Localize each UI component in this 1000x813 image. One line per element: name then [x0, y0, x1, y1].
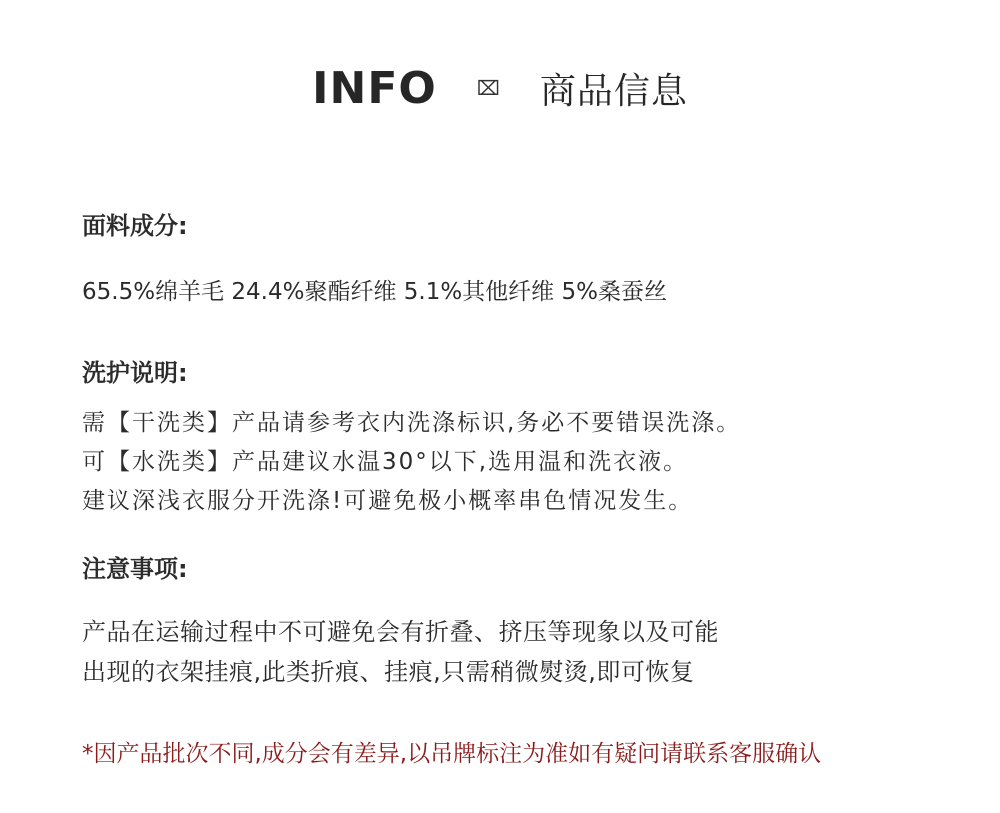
disclaimer-note: *因产品批次不同,成分会有差异,以吊牌标注为准如有疑问请联系客服确认: [82, 741, 822, 767]
header-title-en: INFO: [312, 62, 437, 114]
header-title-cn: 商品信息: [539, 70, 688, 112]
care-line-dry-clean: 需【干洗类】产品请参考衣内洗涤标识,务必不要错误洗涤。: [82, 410, 742, 436]
header-separator-icon: ⌧: [476, 76, 500, 100]
notes-line-2: 出现的衣架挂痕,此类折痕、挂痕,只需稍微熨烫,即可恢复: [82, 658, 695, 686]
fabric-composition: 65.5%绵羊毛 24.4%聚酯纤维 5.1%其他纤维 5%桑蚕丝: [82, 279, 667, 305]
fabric-section-title: 面料成分:: [82, 212, 188, 240]
page-header: [0, 60, 1000, 116]
notes-section-title: 注意事项:: [82, 555, 188, 583]
care-line-water-wash: 可【水洗类】产品建议水温30°以下,选用温和洗衣液。: [82, 449, 689, 475]
care-line-separate: 建议深浅衣服分开洗涤!可避免极小概率串色情况发生。: [82, 488, 694, 514]
care-section-title: 洗护说明:: [82, 359, 188, 387]
notes-line-1: 产品在运输过程中不可避免会有折叠、挤压等现象以及可能: [82, 618, 719, 646]
